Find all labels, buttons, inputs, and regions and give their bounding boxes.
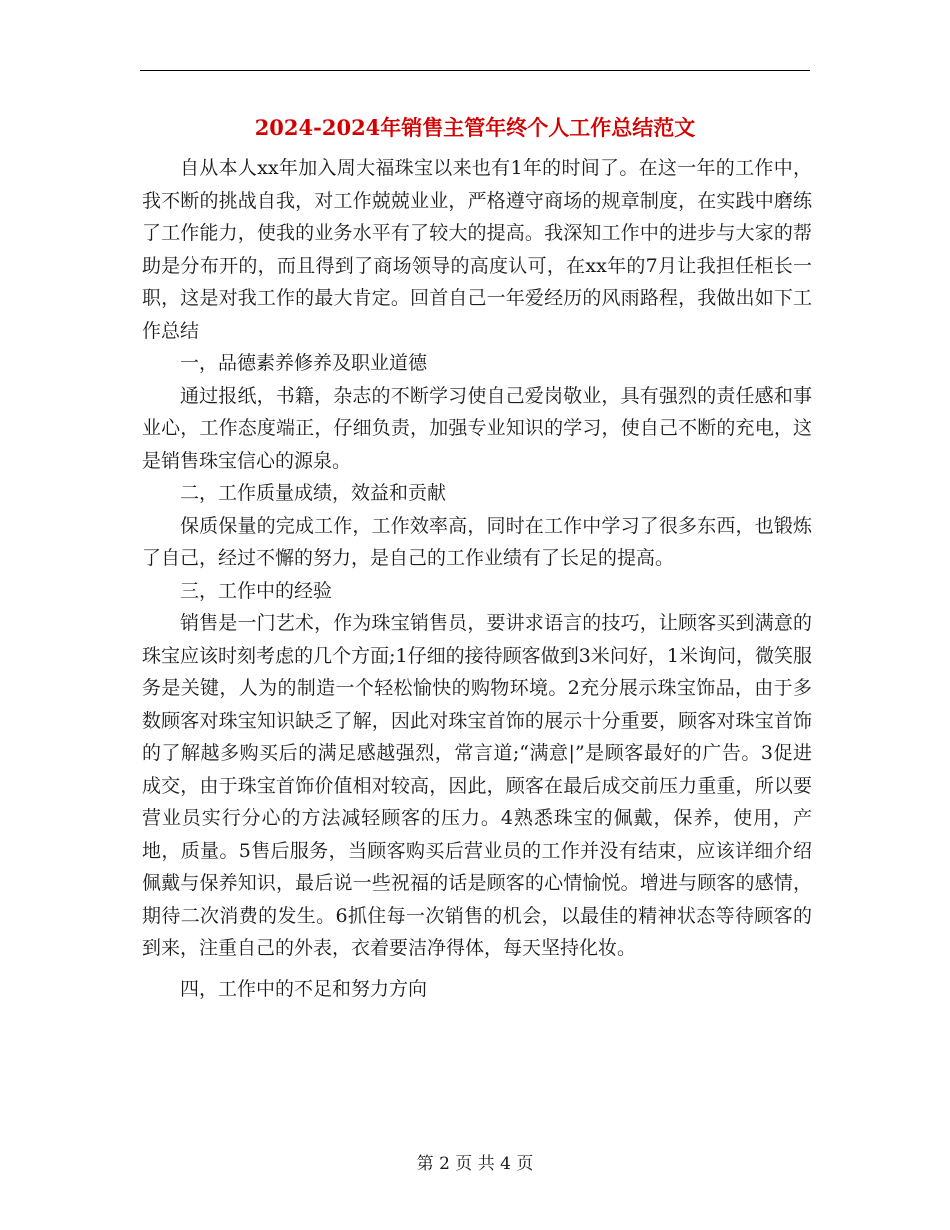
section-paragraph-2: 保质保量的完成工作，工作效率高，同时在工作中学习了很多东西，也锻炼了自己，经过不懈的努力，是自己的工作业绩有了长足的提高。 bbox=[142, 514, 812, 569]
document-title: 2024-2024年销售主管年终个人工作总结范文 bbox=[254, 115, 696, 140]
section-heading-1: 一，品德素养修养及职业道德 bbox=[180, 352, 428, 374]
section-heading-4: 四，工作中的不足和努力方向 bbox=[180, 977, 428, 1000]
document-body bbox=[142, 152, 812, 1005]
section-paragraph-1: 通过报纸，书籍，杂志的不断学习使自己爱岗敬业，具有强烈的责任感和事业心，工作态度端正，仔细负责，加强专业知识的学习，使自己不断的充电，这是销售珠宝信心的源泉。 bbox=[142, 384, 812, 472]
section-heading-3: 三，工作中的经验 bbox=[180, 579, 333, 602]
header-rule bbox=[140, 70, 810, 71]
intro-paragraph: 自从本人xx年加入周大福珠宝以来也有1年的时间了。在这一年的工作中，我不断的挑战自我，对工作兢兢业业，严格遵守商场的规章制度，在实践中磨练了工作能力，使我的业务水平有了较大的提高。我深知工作中的进步与大家的帮助是分布开的，而且得到了商场领导的高度认可，在xx年的7月让我担任柜长一职，这是对我工作的最大肯定。回首自己一年爱经历的风雨路程，我做出如下工作总结 bbox=[142, 157, 812, 342]
section-paragraph-3: 销售是一门艺术，作为珠宝销售员，要讲求语言的技巧，让顾客买到满意的珠宝应该时刻考虑的几个方面;1仔细的接待顾客做到3米问好，1米询问，微笑服务是关键，人为的制造一个轻松愉快的购物环境。2充分展示珠宝饰品，由于多数顾客对珠宝知识缺乏了解，因此对珠宝首饰的展示十分重要，顾客对珠宝首饰的了解越多购买后的满足感越强烈，常言道;“满意|”是顾客最好的广告。3促进成交，由于珠宝首饰价值相对较高，因此，顾客在最后成交前压力重重，所以要营业员实行分心的方法减轻顾客的压力。4熟悉珠宝的佩戴，保养，使用，产地，质量。5售后服务，当顾客购买后营业员的工作并没有结束，应该详细介绍佩戴与保养知识，最后说一些祝福的话是顾客的心情愉悦。增进与顾客的感情，期待二次消费的发生。6抓住每一次销售的机会，以最佳的精神状态等待顾客的到来，注重自己的外表，衣着要洁净得体，每天坚持化妆。 bbox=[142, 612, 812, 959]
page-number-footer: 第 2 页 共 4 页 bbox=[416, 1154, 534, 1174]
section-heading-2: 二，工作质量成绩，效益和贡献 bbox=[180, 482, 447, 504]
